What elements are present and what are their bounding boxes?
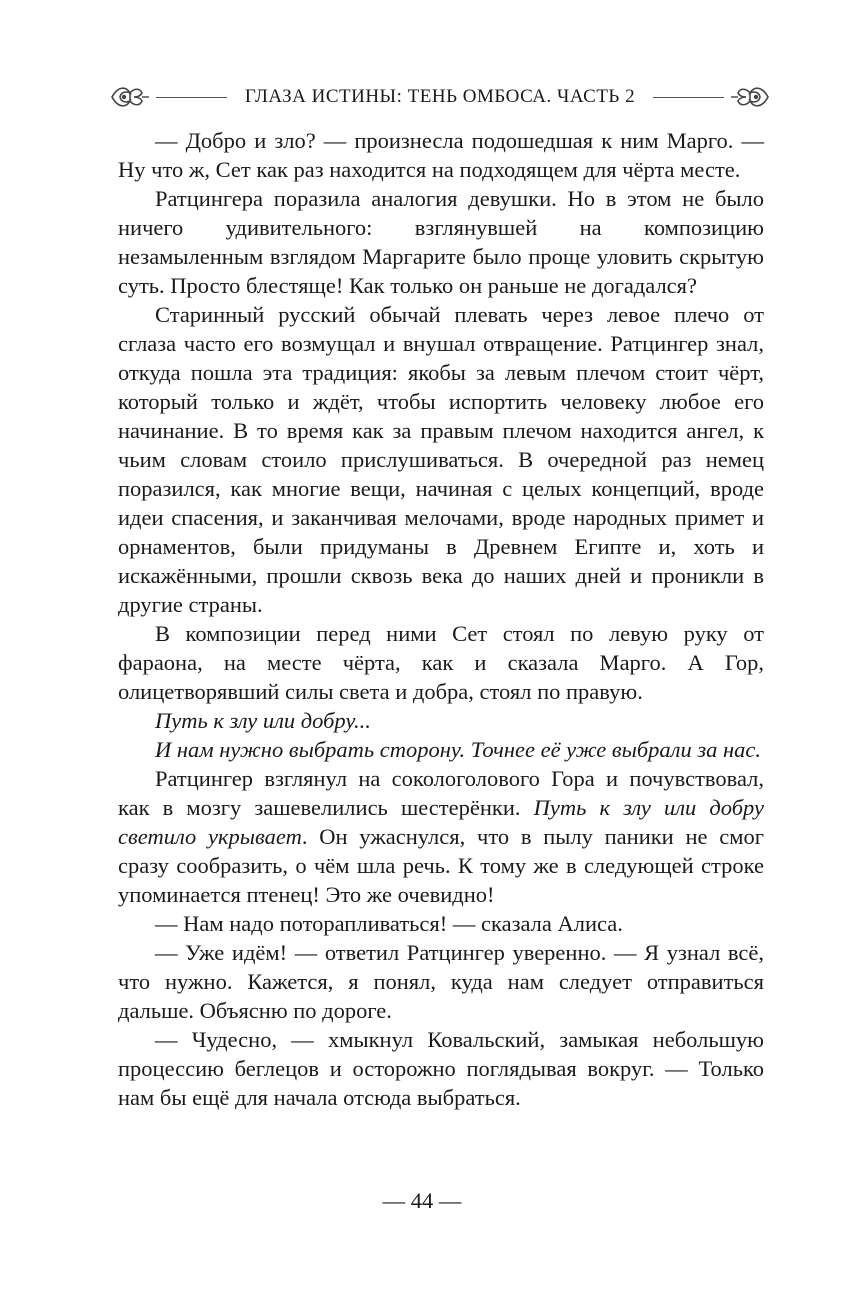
fleuron-ornament-icon [730,84,770,110]
paragraph: — Добро и зло? — произнесла подошедшая к ним Марго. — Ну что ж, Сет как раз находится на подходящем для чёрта месте. [118,128,764,182]
running-head [110,80,770,114]
italic-quote: Путь к злу или добру светило укрывает [118,795,764,849]
paragraph [118,764,764,909]
italic-paragraph: Путь к злу или добру... [155,708,371,733]
paragraph: — Уже идём! — ответил Ратцингер уверенно. — Я узнал всё, что нужно. Кажется, я понял, куда нам следует отправиться дальше. Объясню по дороге. [118,940,764,1023]
paragraph-text: Ратцингер взглянул на сокологолового Гора и почувствовал, как в мозгу зашевелились шестерёнки. [118,766,764,820]
page-number: — 44 — [382,1188,462,1213]
paragraph: В композиции перед ними Сет стоял по левую руку от фараона, на месте чёрта, как и сказала Марго. А Гор, олицетворявший силы света и добра, стоял по правую. [118,621,764,704]
fleuron-ornament-icon [110,84,150,110]
paragraph-text: . Он ужаснулся, что в пылу паники не смог сразу сообразить, о чём шла речь. К тому же в следующей строке упоминается птенец! Это же очевидно! [118,824,764,907]
page-text [118,126,764,1112]
paragraph: — Нам надо поторапливаться! — сказала Алиса. [155,911,623,936]
running-head-title: ГЛАЗА ИСТИНЫ: ТЕНЬ ОМБОСА. ЧАСТЬ 2 [244,86,636,107]
running-head-rule-right [653,97,724,98]
paragraph: Старинный русский обычай плевать через левое плечо от сглаза часто его возмущал и внушал отвращение. Ратцингер знал, откуда пошла эта традиция: якобы за левым плечом стоит чёрт, который только и ждёт, чтобы испортить человеку любое его начинание. В то время как за правым плечом находится ангел, к чьим словам стоило прислушиваться. В очередной раз немец поразился, как многие вещи, начиная с целых концепций, вроде идеи спасения, и заканчивая мелочами, вроде народных примет и орнаментов, были придуманы в Древнем Египте и, хоть и искажёнными, прошли сквозь века до наших дней и проникли в другие страны. [118,302,764,617]
paragraph: Ратцингера поразила аналогия девушки. Но в этом не было ничего удивительного: взглянувшей на композицию незамыленным взглядом Маргарите было проще уловить скрытую суть. Просто блестяще! Как только он раньше не догадался? [118,186,764,298]
paragraph: — Чудесно, — хмыкнул Ковальский, замыкая небольшую процессию беглецов и осторожно поглядывая вокруг. — Только нам бы ещё для начала отсюда выбраться. [118,1027,764,1110]
running-head-rule-left [156,97,227,98]
italic-paragraph: И нам нужно выбрать сторону. Точнее её уже выбрали за нас. [155,737,762,762]
